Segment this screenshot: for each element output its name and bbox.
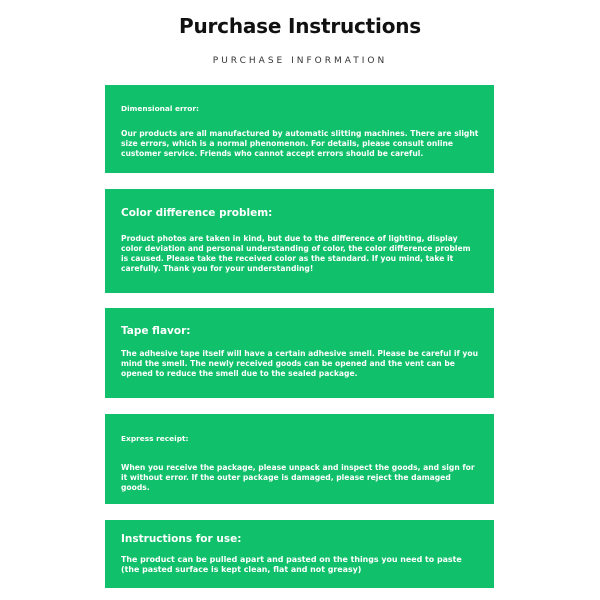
card-body: Product photos are taken in kind, but due to the difference of lighting, display color deviation and personal understanding of color, the color difference problem is caused. Please take the received color as the standard. If you mind, take it carefully. Thank you for your understanding! bbox=[121, 234, 471, 273]
page-title: Purchase Instructions bbox=[179, 14, 421, 38]
card-heading: Color difference problem: bbox=[121, 207, 273, 219]
card-instructions-for-use bbox=[105, 520, 494, 588]
card-body: When you receive the package, please unpack and inspect the goods, and sign for it without error. If the outer package is damaged, please reject the damaged goods. bbox=[121, 463, 475, 492]
page-subtitle: PURCHASE INFORMATION bbox=[212, 56, 388, 66]
card-body: The adhesive tape itself will have a certain adhesive smell. Please be careful if you mind the smell. The newly received goods can be opened and the vent can be opened to reduce the smell due to the sealed package. bbox=[121, 349, 479, 378]
card-body: The product can be pulled apart and pasted on the things you need to paste (the pasted surface is kept clean, flat and not greasy) bbox=[121, 555, 462, 574]
card-tape-flavor bbox=[105, 308, 494, 398]
card-heading: Express receipt: bbox=[121, 434, 189, 443]
card-color-difference bbox=[105, 189, 494, 293]
card-heading: Dimensional error: bbox=[121, 104, 199, 113]
card-body: Our products are all manufactured by automatic slitting machines. There are slight size errors, which is a normal phenomenon. For details, please consult online customer service. Friends who cannot accept errors should be careful. bbox=[121, 129, 479, 158]
card-express-receipt bbox=[105, 414, 494, 504]
card-dimensional-error bbox=[105, 85, 494, 173]
card-heading: Tape flavor: bbox=[121, 325, 191, 337]
card-heading: Instructions for use: bbox=[121, 533, 242, 545]
